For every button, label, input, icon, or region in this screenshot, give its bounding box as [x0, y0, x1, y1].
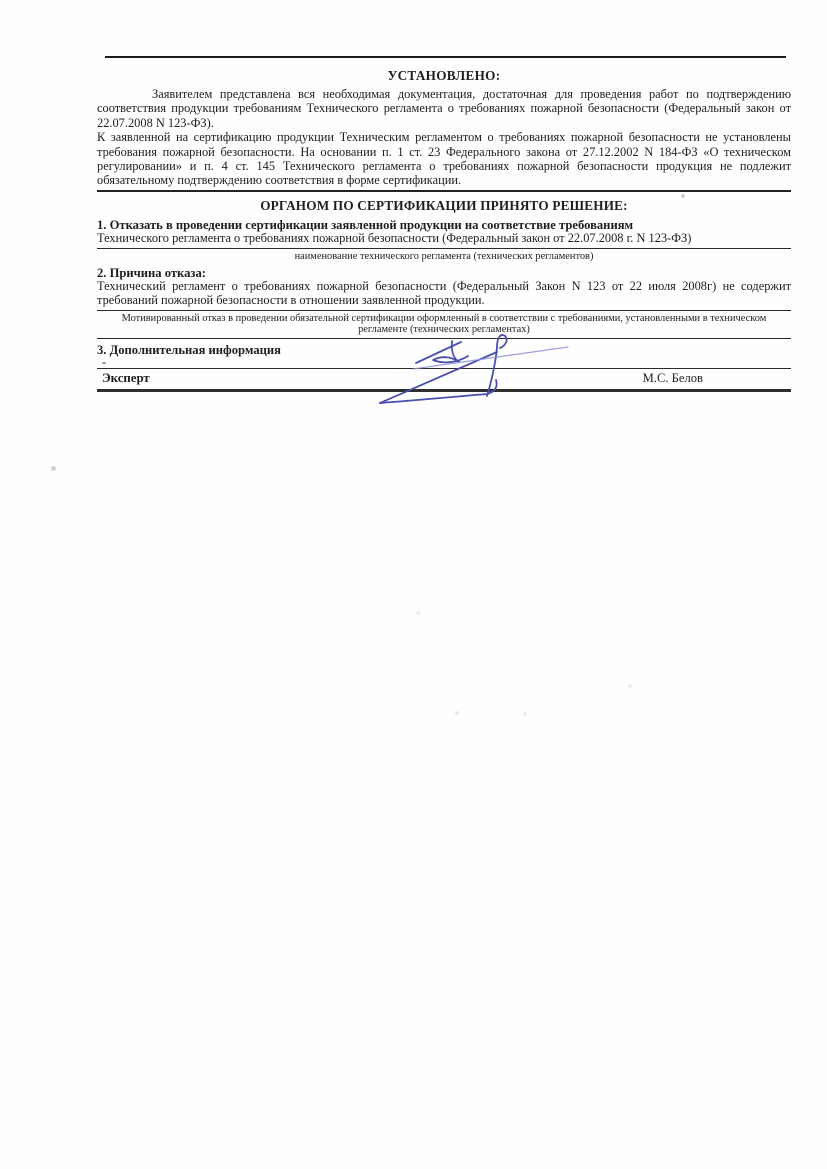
- scan-speck: [51, 466, 56, 471]
- scan-speck: [628, 684, 632, 688]
- established-heading: УСТАНОВЛЕНО:: [387, 68, 501, 83]
- decision-heading: ОРГАНОМ ПО СЕРТИФИКАЦИИ ПРИНЯТО РЕШЕНИЕ:: [260, 197, 628, 213]
- scan-speck: [416, 611, 421, 615]
- scan-speck: [681, 194, 685, 198]
- decision-item3-title: 3. Дополнительная информация: [97, 343, 281, 358]
- scan-speck: [455, 711, 459, 715]
- document-content: [97, 0, 791, 392]
- expert-role-label: Эксперт: [102, 371, 150, 386]
- decision-item3-value: -: [97, 357, 791, 369]
- top-divider: [105, 56, 786, 58]
- expert-name: М.С. Белов: [642, 371, 703, 386]
- established-paragraph-2: К заявленной на сертификацию продукции Техническим регламентом о требованиях пожарной безопасности не установлены требования пожарной безопасности. На основании п. 1 ст. 23 Федерального закона от 27.12.2002 N 184-ФЗ «О техническом регулировании» и п. 4 ст. 145 Технического регламента о требованиях пожарной безопасности продукция не подлежит обязательному подтверждению соответствия в форме сертификации.: [97, 130, 791, 188]
- established-paragraph-1: Заявителем представлена вся необходимая документация, достаточная для проведения работ по подтверждению соответствия продукции требованиям Технического регламента о требованиях пожарной безопасности (Федеральный закон от 22.07.2008 N 123-ФЗ).: [97, 87, 791, 130]
- section-divider: [97, 190, 791, 192]
- decision-item2-value: Технический регламент о требованиях пожарной безопасности (Федеральный Закон N 123 от 22 июля 2008г) не содержит требований пожарной безопасности в отношении заявленной продукции.: [97, 280, 791, 311]
- signature-row: [97, 369, 791, 392]
- decision-item1-title: 1. Отказать в проведении сертификации заявленной продукции на соответствие требованиям: [97, 217, 634, 232]
- decision-item1-caption: наименование технического регламента (технических регламентов): [294, 250, 594, 262]
- decision-item2-caption: Мотивированный отказ в проведении обязательной сертификации оформленный в соответствии с требованиями, установленными в техническом регламенте (технических регламентах): [97, 313, 791, 339]
- decision-item2-title: 2. Причина отказа:: [97, 266, 206, 281]
- scan-speck: [523, 712, 527, 716]
- decision-item1-value: Технического регламента о требованиях пожарной безопасности (Федеральный закон от 22.07.2008 г. N 123-ФЗ): [97, 232, 791, 249]
